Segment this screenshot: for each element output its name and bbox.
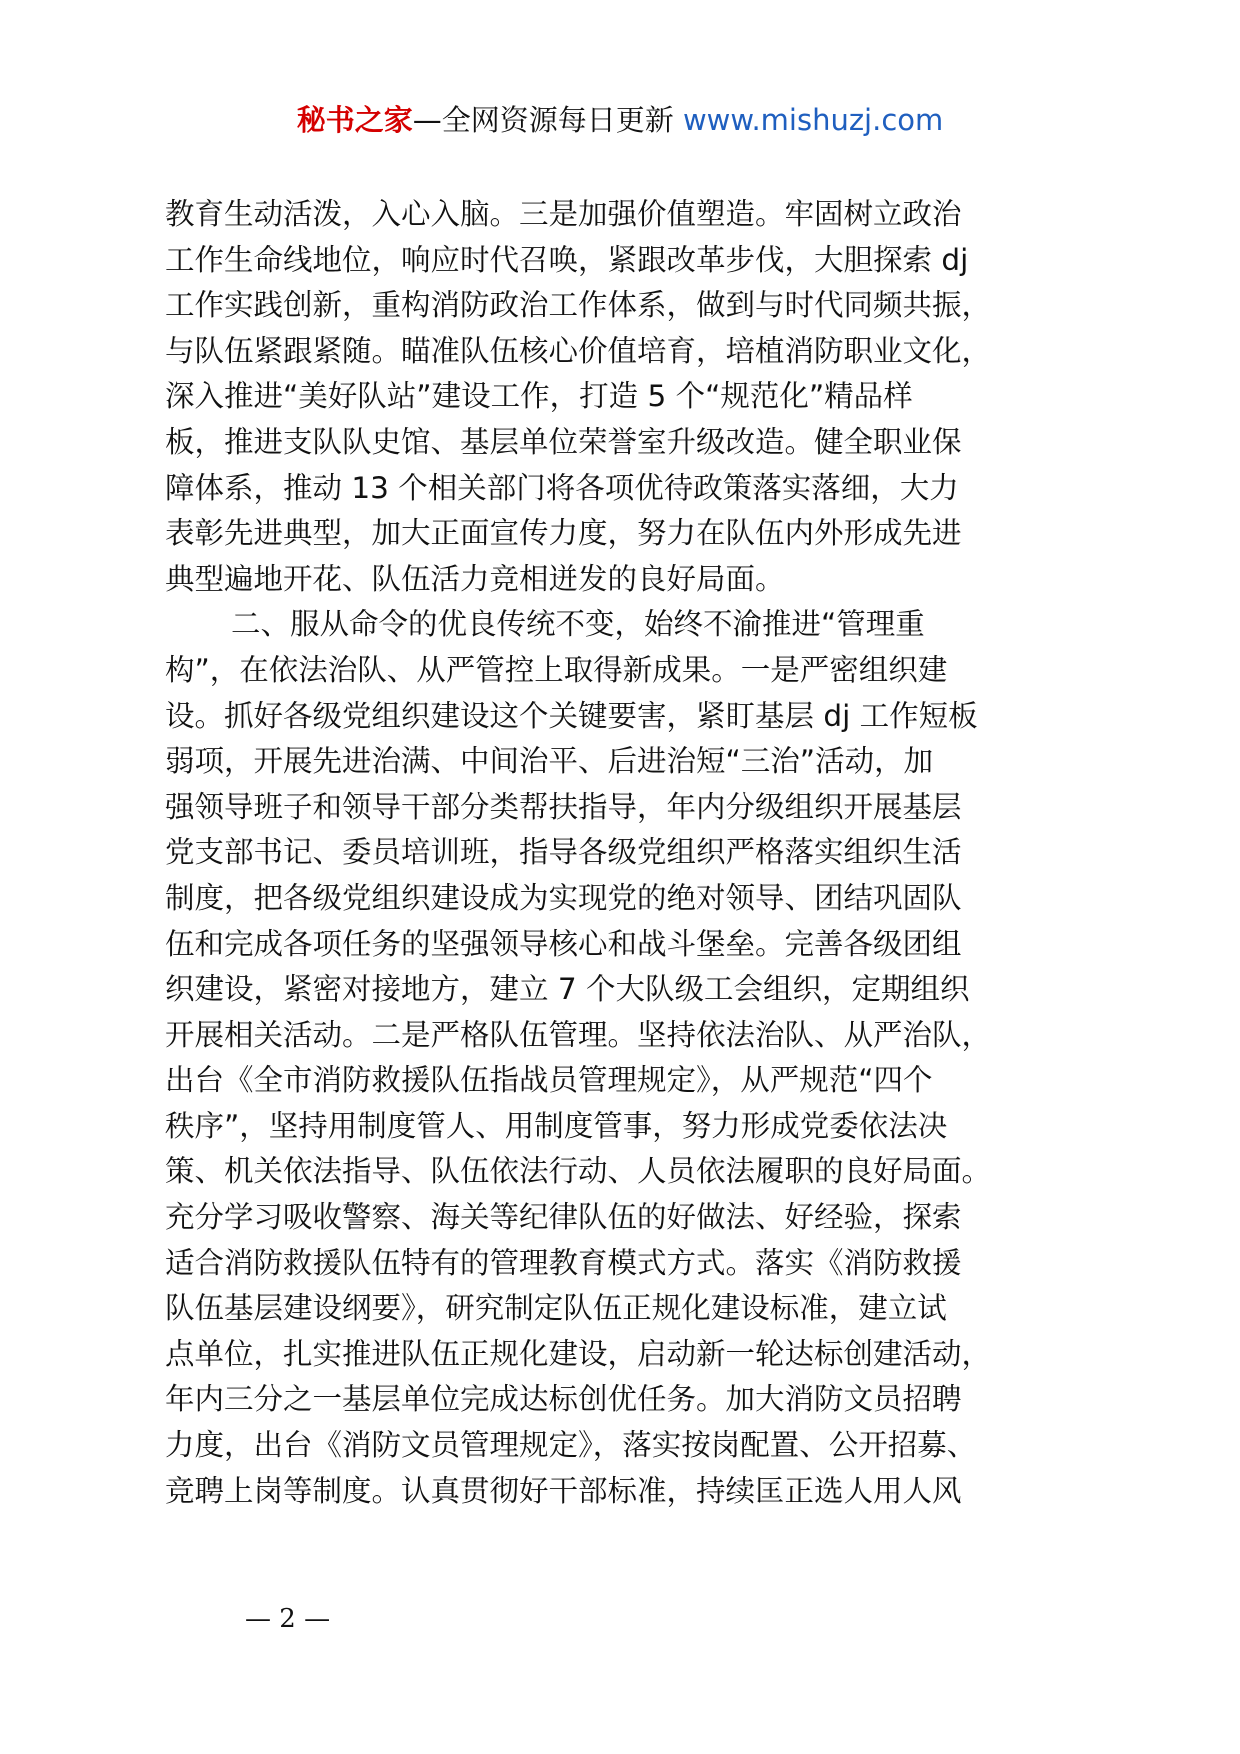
body-line: 教育生动活泼，入心入脑。三是加强价值塑造。牢固树立政治 [165, 197, 962, 231]
body-line: 障体系，推动 13 个相关部门将各项优待政策落实落细，大力 [165, 470, 959, 505]
body-line: 弱项，开展先进治满、中间治平、后进治短“三治”活动，加 [165, 744, 934, 779]
body-line: 设。抓好各级党组织建设这个关键要害，紧盯基层 dj 工作短板 [165, 698, 978, 733]
body-line: 开展相关活动。二是严格队伍管理。坚持依法治队、从严治队， [165, 1017, 992, 1052]
body-line: 构”，在依法治队、从严管控上取得新成果。一是严密组织建 [165, 652, 948, 687]
body-line: 深入推进“美好队站”建设工作，打造 5 个“规范化”精品样 [165, 379, 913, 414]
site-header [0, 100, 1240, 140]
body-line: 典型遍地开花、队伍活力竞相迸发的良好局面。 [165, 561, 785, 596]
body-line: 策、机关依法指导、队伍依法行动、人员依法履职的良好局面。 [165, 1154, 992, 1189]
body-line: 工作实践创新，重构消防政治工作体系，做到与时代同频共振， [165, 288, 992, 323]
body-line: 年内三分之一基层单位完成达标创优任务。加大消防文员招聘 [165, 1382, 962, 1417]
body-line: 制度，把各级党组织建设成为实现党的绝对领导、团结巩固队 [165, 880, 962, 915]
section-heading-line: 二、服从命令的优良传统不变，始终不渝推进“管理重 [231, 607, 925, 642]
body-line: 与队伍紧跟紧随。瞄准队伍核心价值培育，培植消防职业文化， [165, 333, 992, 368]
body-line: 点单位，扎实推进队伍正规化建设，启动新一轮达标创建活动， [165, 1336, 992, 1371]
document-body [165, 192, 1095, 1514]
body-line: 表彰先进典型，加大正面宣传力度，努力在队伍内外形成先进 [165, 516, 962, 551]
body-line: 适合消防救援队伍特有的管理教育模式方式。落实《消防救援 [165, 1245, 962, 1280]
body-line: 出台《全市消防救援队伍指战员管理规定》，从严规范“四个 [165, 1063, 933, 1098]
body-line: 板，推进支队队史馆、基层单位荣誉室升级改造。健全职业保 [165, 424, 962, 459]
body-line: 工作生命线地位，响应时代召唤，紧跟改革步伐，大胆探索 dj [165, 242, 969, 277]
body-line: 队伍基层建设纲要》，研究制定队伍正规化建设标准，建立试 [165, 1291, 947, 1326]
body-line: 党支部书记、委员培训班，指导各级党组织严格落实组织生活 [165, 835, 962, 870]
body-line: 力度，出台《消防文员管理规定》，落实按岗配置、公开招募、 [165, 1428, 977, 1463]
site-url-link[interactable]: www.mishuzj.com [682, 103, 944, 137]
header-tagline: —全网资源每日更新 [412, 103, 674, 137]
body-line: 强领导班子和领导干部分类帮扶指导，年内分级组织开展基层 [165, 789, 962, 824]
body-line: 秩序”，坚持用制度管人、用制度管事，努力形成党委依法决 [165, 1108, 948, 1143]
body-line: 织建设，紧密对接地方，建立 7 个大队级工会组织，定期组织 [165, 972, 970, 1007]
body-line: 充分学习吸收警察、海关等纪律队伍的好做法、好经验，探索 [165, 1200, 962, 1235]
page-number: — 2 — [245, 1604, 331, 1634]
brand-name: 秘书之家 [296, 103, 413, 137]
body-line: 竞聘上岗等制度。认真贯彻好干部标准，持续匡正选人用人风 [165, 1473, 962, 1508]
body-line: 伍和完成各项任务的坚强领导核心和战斗堡垒。完善各级团组 [165, 926, 962, 961]
